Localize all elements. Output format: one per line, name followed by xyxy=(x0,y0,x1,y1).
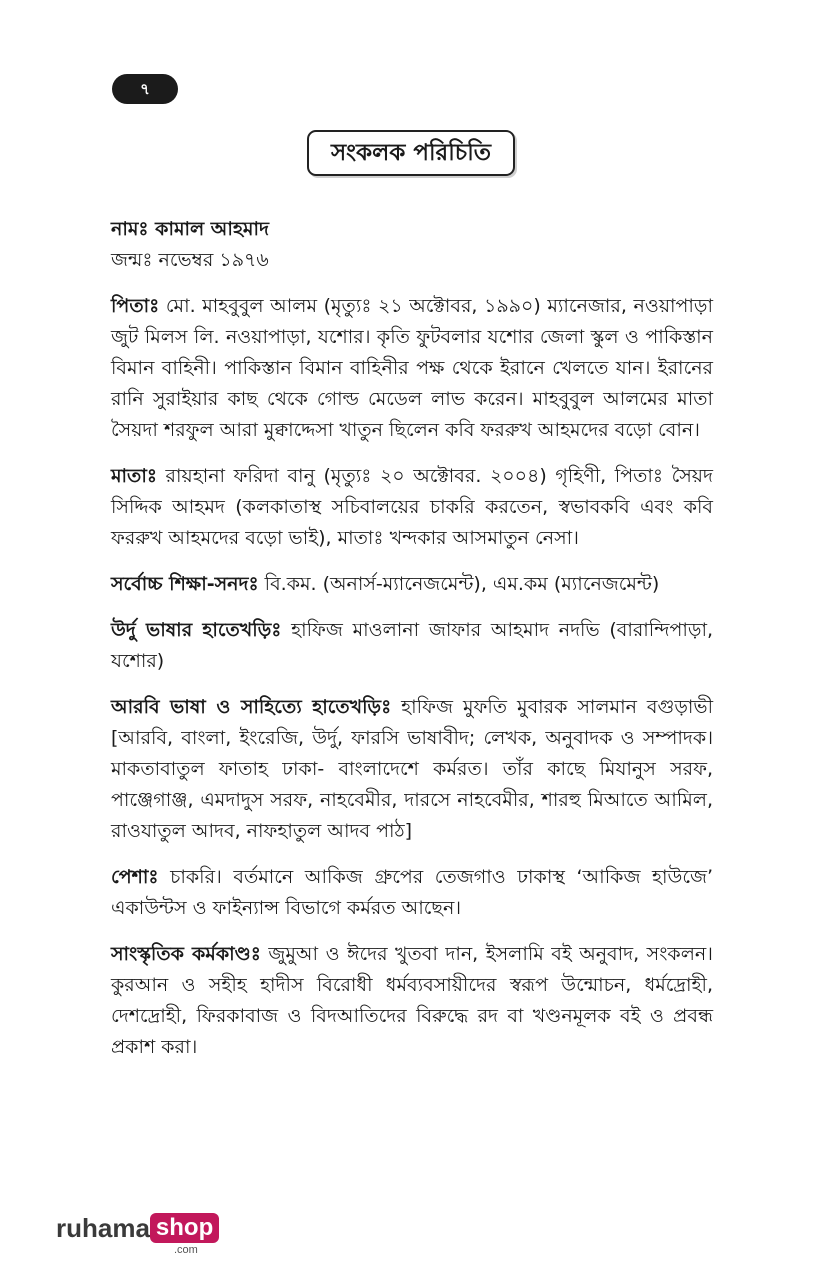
education-paragraph xyxy=(111,569,713,600)
author-name: নামঃ কামাল আহমাদ xyxy=(111,218,269,240)
arabic-paragraph xyxy=(111,692,713,847)
profession-text: চাকরি। বর্তমানে আকিজ গ্রুপের তেজগাও ঢাকাস্থ ‘আকিজ হাউজে’ একাউন্টস ও ফাইন্যান্স বিভাগে কর্মরত আছেন। xyxy=(111,866,713,919)
identity-block xyxy=(111,214,713,276)
urdu-text: হাফিজ মাওলানা জাফার আহমাদ নদভি (বারান্দিপাড়া, যশোর) xyxy=(111,619,713,672)
author-profile xyxy=(111,214,713,1078)
logo-shop-badge: shop xyxy=(150,1213,219,1243)
mother-paragraph xyxy=(111,461,713,554)
mother-text: রায়হানা ফরিদা বানু (মৃত্যুঃ ২০ অক্টোবর. ২০০৪) গৃহিণী, পিতাঃ সৈয়দ সিদ্দিক আহমদ (কলকাতাস্থ সচিবালয়ের চাকরি করতেন, স্বভাবকবি এবং কবি ফররুখ আহমদের বড়ো ভাই), মাতাঃ খন্দকার আসমাতুন নেসা। xyxy=(111,465,713,549)
profession-label: পেশাঃ xyxy=(111,866,159,888)
education-text: বি.কম. (অনার্স-ম্যানেজমেন্ট), এম.কম (ম্যানেজমেন্ট) xyxy=(258,573,660,595)
urdu-label: উর্দু ভাষার হাতেখড়িঃ xyxy=(111,619,282,641)
ruhamashop-logo xyxy=(56,1213,219,1257)
birth-date: জন্মঃ নভেম্বর ১৯৭৬ xyxy=(111,249,269,271)
arabic-text: হাফিজ মুফতি মুবারক সালমান বগুড়াভী [আরবি, বাংলা, ইংরেজি, উর্দু, ফারসি ভাষাবীদ; লেখক, অনুবাদক ও সম্পাদক। মাকতাবাতুল ফাতাহ ঢাকা- বাংলাদেশে কর্মরত। তাঁর কাছে মিযানুস সরফ, পাঞ্জেগাঞ্জ, এমদাদুস সরফ, নাহবেমীর, দারসে নাহবেমীর, শারহু মিআতে আমিল, রাওযাতুল আদব, নাফহাতুল আদব পাঠ] xyxy=(111,696,713,842)
urdu-paragraph xyxy=(111,615,713,677)
father-paragraph xyxy=(111,291,713,446)
culture-paragraph xyxy=(111,939,713,1063)
section-title: সংকলক পরিচিতি xyxy=(307,130,515,176)
page-number-badge: ৭ xyxy=(112,74,178,104)
father-label: পিতাঃ xyxy=(111,295,160,317)
profession-paragraph xyxy=(111,862,713,924)
culture-label: সাংস্কৃতিক কর্মকাণ্ডঃ xyxy=(111,943,261,965)
mother-label: মাতাঃ xyxy=(111,465,157,487)
logo-domain-text: .com xyxy=(174,1244,198,1256)
culture-text: জুমুআ ও ঈদের খুতবা দান, ইসলামি বই অনুবাদ, সংকলন। কুরআন ও সহীহ হাদীস বিরোধী ধর্মব্যবসায়ীদের স্বরূপ উন্মোচন, ধর্মদ্রোহী, দেশদ্রোহী, ফিরকাবাজ ও বিদআতিদের বিরুদ্ধে রদ বা খণ্ডনমূলক বই ও প্রবন্ধ প্রকাশ করা। xyxy=(111,943,713,1058)
education-label: সর্বোচ্চ শিক্ষা-সনদঃ xyxy=(111,573,259,595)
arabic-label: আরবি ভাষা ও সাহিত্যে হাতেখড়িঃ xyxy=(111,696,392,718)
father-text: মো. মাহবুবুল আলম (মৃত্যুঃ ২১ অক্টোবর, ১৯৯০) ম্যানেজার, নওয়াপাড়া জুট মিলস লি. নওয়াপাড়া, যশোর। কৃতি ফুটবলার যশোর জেলা স্কুল ও পাকিস্তান বিমান বাহিনী। পাকিস্তান বিমান বাহিনীর পক্ষ থেকে ইরানে খেলতে যান। ইরানের রানি সুরাইয়ার কাছ থেকে গোল্ড মেডেল লাভ করেন। মাহবুবুল আলমের মাতা সৈয়দা শরফুল আরা মুক্বাদ্দেসা খাতুন ছিলেন কবি ফররুখ আহমদের বড়ো বোন। xyxy=(111,295,713,441)
logo-brand-text: ruhama xyxy=(56,1213,150,1243)
